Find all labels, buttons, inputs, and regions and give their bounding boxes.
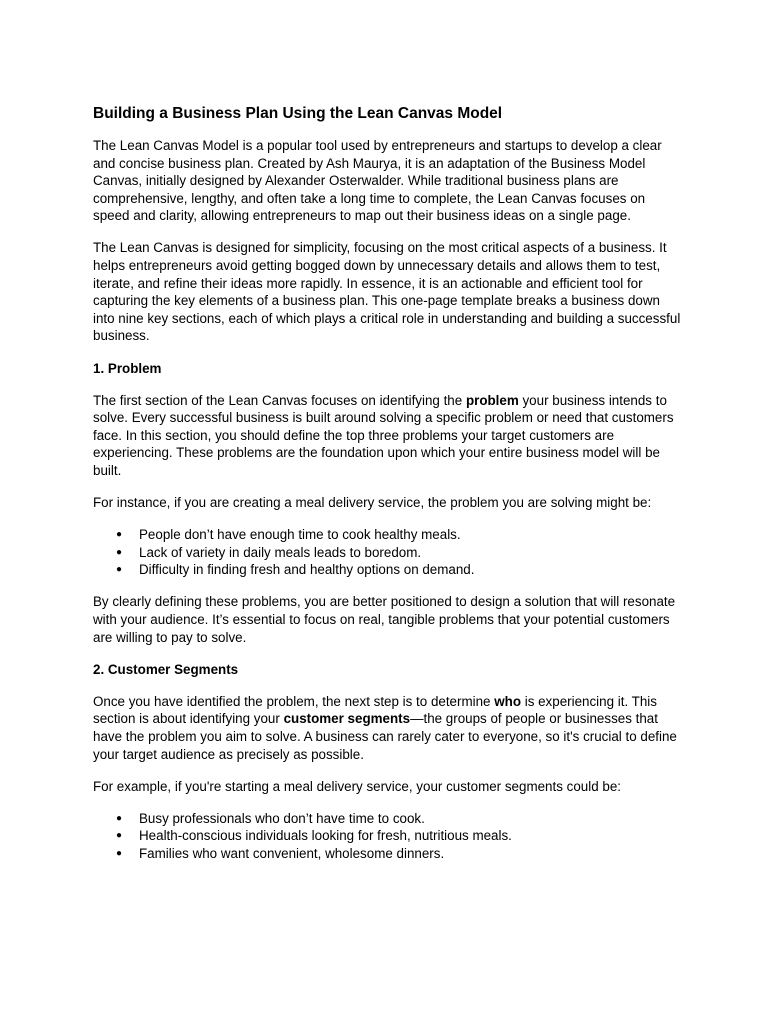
bold-text: who — [494, 693, 521, 709]
bullet-icon: ● — [116, 812, 123, 824]
section-paragraph — [93, 392, 683, 480]
bullet-icon: ● — [116, 830, 123, 842]
bullet-icon: ● — [116, 564, 123, 576]
list-item — [93, 561, 683, 579]
section-customer-segments — [93, 661, 683, 863]
bullet-list — [93, 810, 683, 863]
list-item-text: Health-conscious individuals looking for fresh, nutritious meals. — [139, 828, 512, 844]
section-paragraph: For instance, if you are creating a meal delivery service, the problem you are solving might be: — [93, 495, 652, 511]
list-item — [93, 827, 683, 845]
text-run: Once you have identified the problem, the next step is to determine — [93, 693, 495, 709]
list-item — [93, 845, 683, 863]
list-item — [93, 544, 683, 562]
text-run: is experiencing it. This section is about identifying your — [93, 693, 657, 727]
text-run: —the groups of people or businesses that have the problem you aim to solve. A business can rarely cater to everyone, so it's crucial to define your target audience as precisely as possible. — [93, 711, 677, 762]
section-heading: 2. Customer Segments — [93, 661, 239, 677]
list-item-text: Families who want convenient, wholesome dinners. — [139, 846, 445, 861]
text-run: your business intends to solve. Every successful business is built around solving a specific problem or need that customers face. In this section, you should define the top three problems your target customers are experiencing. These problems are the foundation upon which your entire business model will be built. — [93, 392, 674, 478]
bullet-icon: ● — [116, 546, 123, 558]
document-title: Building a Business Plan Using the Lean Canvas Model — [93, 105, 503, 122]
bullet-icon: ● — [116, 848, 123, 859]
section-paragraph — [93, 693, 683, 763]
intro-paragraph-1: The Lean Canvas Model is a popular tool used by entrepreneurs and startups to develop a clear and concise business plan. Created by Ash Maurya, it is an adaptation of the Business Model Canvas, initially designed by Alexander Osterwalder. While traditional business plans are comprehensive, lengthy, and often take a long time to complete, the Lean Canvas focuses on speed and clarity, allowing entrepreneurs to map out their business ideas on a single page. — [93, 138, 662, 224]
list-item-text: Busy professionals who don’t have time to cook. — [139, 810, 425, 826]
bullet-icon: ● — [116, 529, 123, 541]
document-page — [93, 104, 683, 877]
list-item-text: Difficulty in finding fresh and healthy options on demand. — [139, 562, 475, 578]
list-item — [93, 810, 683, 828]
section-heading: 1. Problem — [93, 360, 162, 376]
list-item — [93, 526, 683, 544]
list-item-text: People don’t have enough time to cook healthy meals. — [139, 527, 461, 543]
text-run: The first section of the Lean Canvas focuses on identifying the — [93, 392, 466, 408]
list-item-text: Lack of variety in daily meals leads to boredom. — [139, 544, 422, 560]
bold-text: problem — [465, 392, 519, 408]
bullet-list — [93, 526, 683, 579]
section-problem — [93, 360, 683, 647]
section-paragraph: For example, if you're starting a meal delivery service, your customer segments could be: — [93, 778, 621, 794]
intro-paragraph-2: The Lean Canvas is designed for simplicity, focusing on the most critical aspects of a business. It helps entrepreneurs avoid getting bogged down by unnecessary details and allows them to test, iterate, and refine their ideas more rapidly. In essence, it is an actionable and efficient tool for capturing the key elements of a business plan. This one-page template breaks a business down into nine key sections, each of which plays a critical role in understanding and building a successful business. — [93, 240, 681, 344]
bold-text: customer segments — [283, 711, 411, 727]
section-paragraph: By clearly defining these problems, you are better positioned to design a solution that will resonate with your audience. It’s essential to focus on real, tangible problems that your potential customers are willing to pay to solve. — [93, 594, 676, 645]
